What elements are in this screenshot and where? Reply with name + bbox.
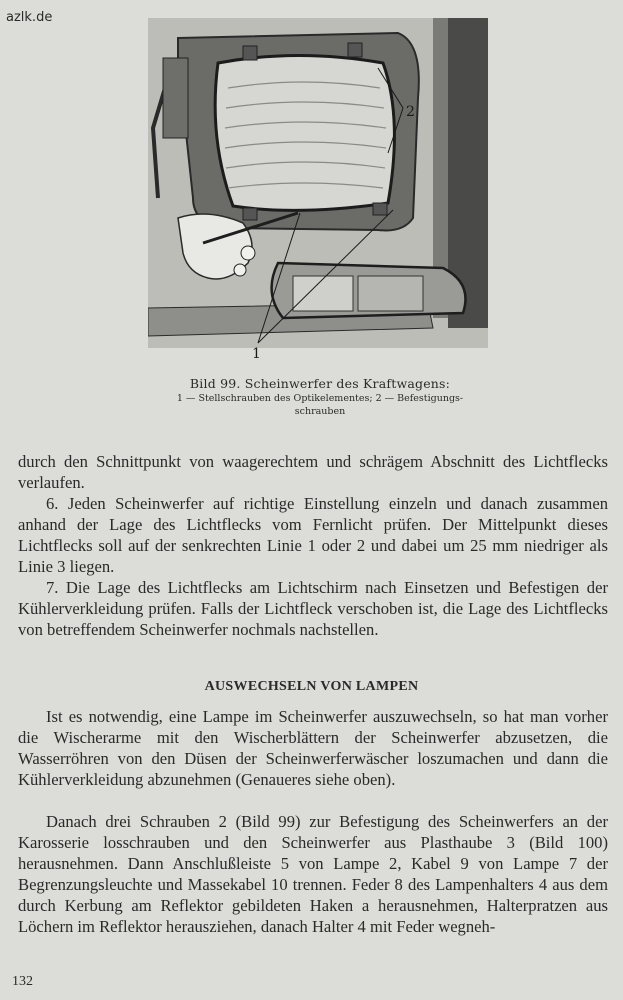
- caption-title: Bild 99. Scheinwerfer des Kraftwagens:: [189, 376, 451, 391]
- caption-legend-line-2: schrauben: [294, 406, 346, 417]
- section-heading: AUSWECHSELN VON LAMPEN: [204, 679, 419, 694]
- headlight-illustration: [148, 18, 488, 363]
- page-number: 132: [12, 974, 33, 989]
- headlight-drawing: [148, 18, 488, 363]
- paragraph-step-7: 7. Die Lage des Lichtflecks am Lichtschirm nach Einsetzen und Befestigen der Kühlerverkleidung prüfen. Falls der Lichtfleck verschoben ist, die Lage des Lichtflecks von betreffendem Scheinwerfer nochmals nachstellen.: [18, 578, 608, 639]
- paragraph-lamp-steps: Danach drei Schrauben 2 (Bild 99) zur Befestigung des Scheinwerfers an der Karosserie losschrauben und den Scheinwerfer aus Plasthaube 3 (Bild 100) herausnehmen. Dann Anschlußleiste 5 von Lampe 2, Kabel 9 von Lampe 7 der Begrenzungsleuchte und Massekabel 10 trennen. Feder 8 des Lampenhalters 4 aus dem durch Kerbung am Reflektor gebildeten Haken a herausnehmen, Halterpratzen aus Löchern im Reflektor herausziehen, danach Halter 4 mit Feder wegneh-: [18, 812, 608, 936]
- paragraph-step-6: 6. Jeden Scheinwerfer auf richtige Einstellung einzeln und danach zusammen anhand der Lage des Lichtflecks vom Fernlicht prüfen. Der Mittelpunkt dieses Lichtflecks soll auf der senkrechten Linie 1 oder 2 und dabei um 25 mm niedriger als Linie 3 liegen.: [18, 494, 608, 576]
- caption-legend-line-1: 1 — Stellschrauben des Optikelementes; 2 — Befestigungs-: [176, 393, 464, 404]
- callout-label-1: 1: [252, 346, 261, 362]
- paragraph-lamp-intro: Ist es notwendig, eine Lampe im Scheinwerfer auszuwechseln, so hat man vorher die Wischerarme mit den Wischerblättern der Scheinwerfer abzusetzen, die Wasserröhren von den Düsen der Scheinwerferwäscher loszumachen und dann die Kühlerverkleidung abzunehmen (Genaueres siehe oben).: [18, 707, 608, 789]
- figure-caption: [110, 376, 530, 417]
- watermark: azlk.de: [6, 10, 53, 25]
- callout-label-2: 2: [406, 104, 415, 120]
- paragraph-continuation: durch den Schnittpunkt von waagerechtem und schrägem Abschnitt des Lichtflecks verlaufen.: [18, 452, 608, 492]
